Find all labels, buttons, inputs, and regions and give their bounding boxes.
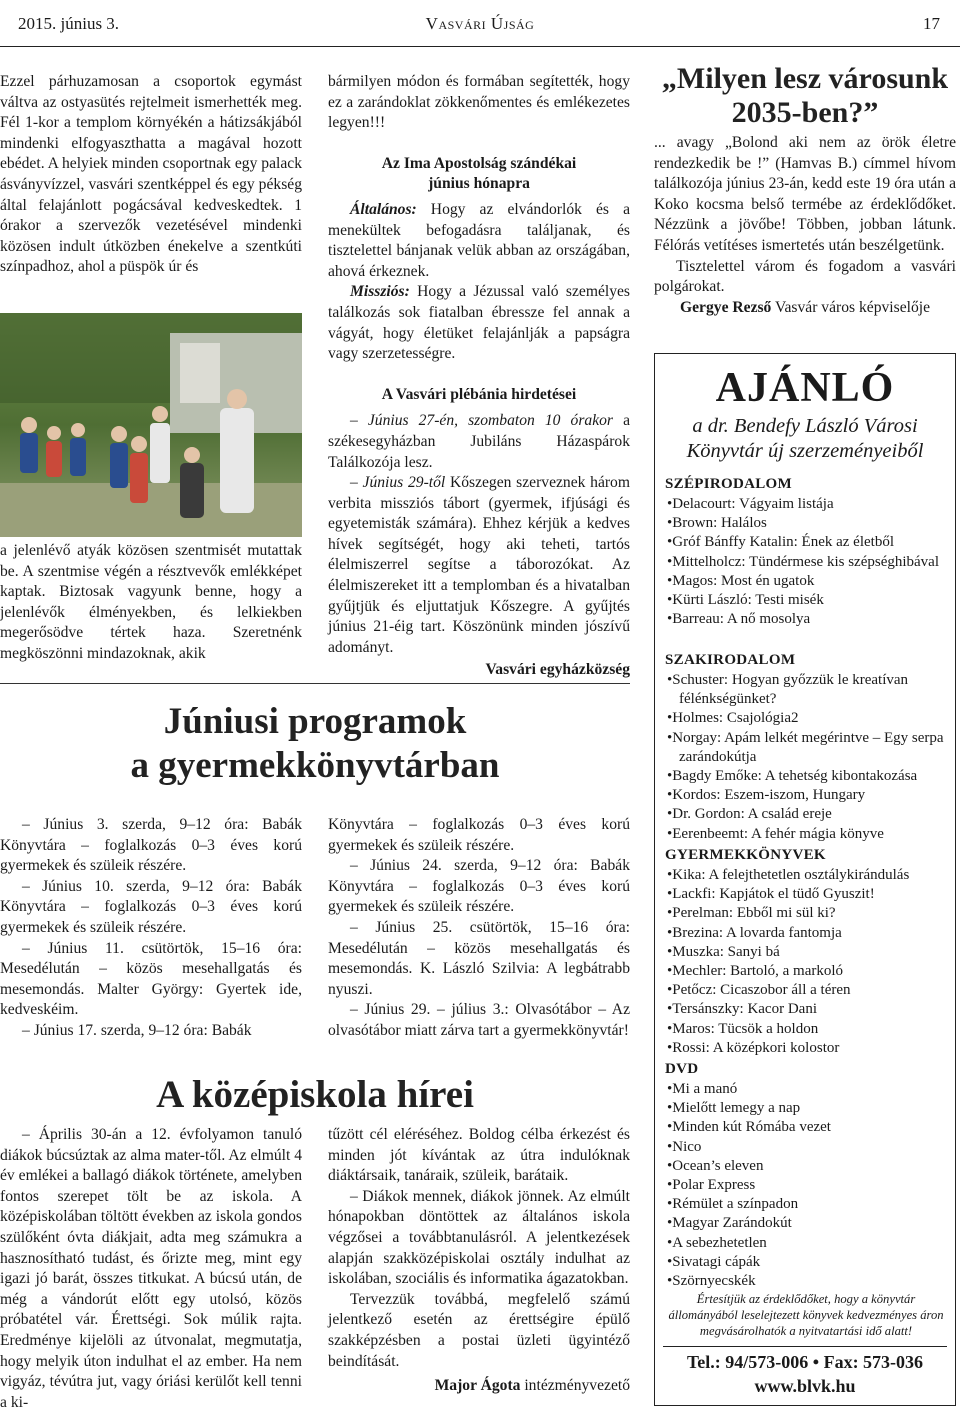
program-item: – Június 17. szerda, 9–12 óra: Babák: [22, 1021, 252, 1039]
ima-title-1: Az Ima Apostolság szándékai: [381, 154, 577, 172]
list-item: • Minden kút Rómába vezet: [667, 1118, 952, 1137]
program-item: – Június 11. csütörtök, 15–16 óra: Mesedélután – közös mesehallgatás és mesemondás. Malter György: Gyertek ide, kedveskéim.: [0, 939, 302, 1019]
library-website: www.blvk.hu: [754, 1376, 856, 1396]
plebania-title: A Vasvári plébánia hirdetései: [381, 385, 577, 403]
list-item: • Schuster: Hogyan győzzük le kreatívan félénkségünket?: [667, 671, 952, 709]
list-item: • Delacourt: Vágyaim listája: [667, 495, 952, 514]
school-article-left: – Április 30-án a 12. évfolyamon tanuló diákok búcsúztak az alma mater-től. Az elmúlt 4 év emlékei a ballagó diákok története, amelyben fontos szerepet tölt be az iskola. A középiskolában töltött években az iskola gondos szülőként óvta diákjait, adta meg számukra a hasznosítható tudást, és őrizte meg, mint egy igazi jó barát, összes titkukat. A búcsú után, de még a vándorút előtt egy utolsó, közös próbatétel vár. Érettségi. Sok múlik rajta. Eredménye kijelöli az útvonalat, megmutatja, hogy melyik úton indulhat el az ember. Ha nem vigyáz, tévútra jut, vagy óriási kerülőt kell tenni a ki-: [0, 1126, 302, 1411]
list-item: • Magyar Zarándokút: [667, 1214, 952, 1233]
newspaper-title: Vasvári Újság: [425, 14, 535, 33]
nonfiction-list: [667, 671, 952, 844]
town-2035-title: „Milyen lesz városunk 2035-ben?”: [661, 62, 949, 129]
section-rule: [0, 683, 630, 684]
list-item: • Perelman: Ebből mi sül ki?: [667, 904, 952, 923]
library-phone: Tel.: 94/573-006 • Fax: 573-036: [686, 1352, 924, 1372]
list-item: • Lackfi: Kapjátok el tüdő Gyuszit!: [667, 885, 952, 904]
library-recommendation-box: [654, 353, 956, 1406]
list-item: • Rémület a színpadon: [667, 1195, 952, 1214]
list-item: • Barreau: A nő mosolya: [667, 610, 952, 629]
program-item: – Június 3. szerda, 9–12 óra: Babák Könyvtára – foglalkozás 0–3 éves korú gyermekek és szüleik részére.: [0, 816, 302, 875]
programs-headline: Júniusi programok a gyermekkönyvtárban: [130, 701, 500, 786]
category-nonfiction: SZAKIRODALOM: [665, 652, 796, 668]
ima-mission: Missziós: Hogy a Jézussal való személyes találkozás sok fiatalban ébressze fel annak a vágyát, hogy életüket felajánlják a papságra vagy szerzetességre.: [328, 283, 630, 363]
category-children: GYERMEKKÖNYVEK: [665, 847, 826, 863]
school-headline: A középiskola hírei: [156, 1073, 474, 1116]
list-item: • Kürti László: Testi misék: [667, 591, 952, 610]
ajanlo-subtitle: a dr. Bendefy László Városi Könyvtár új szerzeményeiből: [686, 415, 924, 462]
program-item: – Június 24. szerda, 9–12 óra: Babák Könyvtára – foglalkozás 0–3 éves korú gyermekek és szüleik részére.: [328, 857, 630, 916]
page-number: 17: [923, 14, 940, 33]
list-item: • Brezina: A lovarda fantomja: [667, 924, 952, 943]
list-item: • Bagdy Emőke: A tehetség kibontakozása: [667, 767, 952, 786]
list-item: • Mittelholcz: Tündérmese kis szépséghibával: [667, 553, 952, 572]
list-item: • Ocean’s eleven: [667, 1157, 952, 1176]
pilgrimage-article-part2: a jelenlévő atyák közösen szentmisét mutattak be. A szentmise végén a résztvevők emlékképet kaptak. Biztosak vagyunk benne, hogy a jelenlévők élményekben, és lelkiekben megerősödve tértek haza. Szeretnénk megköszönni mindazoknak, akik: [0, 542, 302, 662]
list-item: • Polar Express: [667, 1176, 952, 1195]
list-item: • Eerenbeemt: A fehér mágia könyve: [667, 825, 952, 844]
list-item: • Muszka: Sanyi bá: [667, 943, 952, 962]
list-item: • Dr. Gordon: A család ereje: [667, 805, 952, 824]
list-item: • Kika: A felejthetetlen osztálykirándulás: [667, 866, 952, 885]
list-item: • A sebezhetetlen: [667, 1234, 952, 1253]
program-item: – Június 29. – július 3.: Olvasótábor – Az olvasótábor miatt zárva tart a gyermekkönyvtár!: [328, 1001, 630, 1039]
page-header: [0, 0, 960, 50]
program-item: – Június 10. szerda, 9–12 óra: Babák Könyvtára – foglalkozás 0–3 éves korú gyermekek és szüleik részére.: [0, 877, 302, 936]
programs-left: [0, 815, 302, 1042]
pilgrimage-article-part1: Ezzel párhuzamosan a csoportok egymást váltva az ostyasütés rejtelmeit ismerhették meg. Fél 1-kor a templom környékén a hátizsákjából mindenki elfogyaszthatta a magával hozott ebédet. A helyiek minden csoportnak egy palack ásványvízzel, vasvári szentképpel és egy pékség által felajánlott pogácsával kedveskedtek. 1 órakor a szervezők vezetésével mindenki közösen indult útközben énekelve a szentkúti színpadhoz, ahol a püspök úr és: [0, 73, 302, 276]
dvd-list: [667, 1080, 952, 1291]
list-item: • Rossi: A középkori kolostor: [667, 1039, 952, 1058]
list-item: • Gróf Bánffy Katalin: Ének az életből: [667, 533, 952, 552]
pilgrimage-photo: [0, 313, 302, 537]
ima-general: Általános: Hogy az elvándorlók és a menekültek befogadásra találjanak, és tisztelettel bánjanak velük abban az országában, ahová érkeznek.: [328, 200, 630, 280]
list-item: • Mi a manó: [667, 1080, 952, 1099]
list-item: • Holmes: Csajológia2: [667, 709, 952, 728]
programs-right: [328, 815, 630, 1042]
category-dvd: DVD: [665, 1061, 699, 1077]
plebania-notice-1: – Június 27-én, szombaton 10 órakor a székesegyházban Jubiláns Házaspárok Találkozója lesz.: [328, 412, 630, 471]
library-note: Értesítjük az érdeklődőket, hogy a könyvtár állományából leselejtezett könyvek kedvezményes áron megvásárolhatók a nyitvatartási idő alatt!: [668, 1292, 944, 1338]
plebania-signature: Vasvári egyházközség: [485, 661, 630, 679]
program-item: Könyvtára – foglalkozás 0–3 éves korú gyermekek és szüleik részére.: [328, 816, 630, 854]
school-article-right: tűzött cél eléréséhez. Boldog célba érkezést és minden jót kívántak az útra indulóknak diáktársaik, tanáraik, szüleik, barátaik. – Diákok mennek, diákok jönnek. Az elmúlt hónapokban döntöttek az általános iskola végzősei a továbbtanulásról. A jelentkezések alapján szakközépiskolai osztály indulhat az iskolában, szociális és informatika ágazatokban. Tervezzük továbbá, megfelelő számú jelentkező esetén az érettségire épülő szakképzésben a postai üzleti ügyintéző beindítását. Major Ágota intézményvezető: [328, 1125, 630, 1397]
fiction-list: [667, 495, 952, 629]
list-item: • Norgay: Apám lelkét megérintve – Egy serpa zarándokútja: [667, 729, 952, 767]
plebania-notice-2: – Június 29-től Kőszegen szerveznek három verbita missziós tábort (gyermek, ifjúsági és egyetemisták számára). Ehhez kérjük a kedves hívek segítségét, hogy aki teheti, tartós élelmiszerrel segítse a táborozókat. Az élelmiszereket itt a templomban és a hivatalban gyűjtjük és eljuttatjuk Kőszegre. A gyűjtés június 21-éig tart. Köszönünk minden jószívű adományt.: [328, 474, 630, 656]
issue-date: 2015. június 3.: [18, 14, 120, 33]
town-2035-article: ... avagy „Bolond aki nem az örök életre rendezkedik be !” (Hamvas B.) címmel hívom találkozója június 23-án, kedd este 19 óra után a Koko kocsma belső termébe az érdeklődőket. Nézzünk a jövőbe! Többen, jobban látunk. Félórás vetítéses ismertetés után beszélgetünk. Tisztelettel várom és fogadom a vasvári polgárokat. Gergye Rezső Vasvár város képviselője: [654, 133, 956, 318]
ajanlo-title: AJÁNLÓ: [715, 365, 895, 411]
contact-rule: [663, 1346, 947, 1347]
header-rule: [0, 46, 960, 47]
church-column: bármilyen módon és formában segítették, hogy ez a zarándoklat zökkenőmentes és emlékezetes legyen!!! Az Ima Apostolság szándékai június hónapra Általános: Hogy az elvándorlók és a menekültek befogadásra találjanak, és tisztelettel bánjanak velük abban az országában, ahová érkeznek. Missziós: Hogy a Jézussal való személyes találkozás sok fiatalban ébressze fel annak a vágyát, hogy életüket felajánlják a papságra vagy szerzetességre. A Vasvári plébánia hirdetései – Június 27-én, szombaton 10 órakor a székesegyházban Jubiláns Házaspárok Találkozója lesz. – Június 29-től Kőszegen szerveznek három verbita missziós tábort (gyermek, ifjúsági és egyetemisták számára). Ehhez kérjük a kedves hívek segítségét, hogy aki teheti, tartós élelmiszerrel segítse a táborozókat. Az élelmiszereket itt a templomban és a hivatalban gyűjtjük és eljuttatjuk Kőszegre. A gyűjtés június 21-éig tart. Köszönünk minden jószívű adományt. Vasvári egyházközség: [328, 72, 630, 681]
town-2035-signature: Gergye Rezső Vasvár város képviselője: [680, 298, 930, 316]
list-item: • Nico: [667, 1138, 952, 1157]
list-item: • Mechler: Bartoló, a markoló: [667, 962, 952, 981]
list-item: • Brown: Halálos: [667, 514, 952, 533]
list-item: • Mielőtt lemegy a nap: [667, 1099, 952, 1118]
list-item: • Sivatagi cápák: [667, 1253, 952, 1272]
list-item: • Petőcz: Cicaszobor áll a téren: [667, 981, 952, 1000]
school-signature: Major Ágota intézményvezető: [434, 1377, 630, 1395]
children-list: [667, 866, 952, 1058]
list-item: • Maros: Tücsök a holdon: [667, 1020, 952, 1039]
category-fiction: SZÉPIRODALOM: [665, 476, 792, 492]
list-item: • Tersánszky: Kacor Dani: [667, 1000, 952, 1019]
list-item: • Magos: Most én ugatok: [667, 572, 952, 591]
ima-title-2: június hónapra: [428, 175, 530, 193]
list-item: • Szörnyecskék: [667, 1272, 952, 1291]
program-item: – Június 25. csütörtök, 15–16 óra: Mesedélután – közös mesehallgatás és mesemondás. K. László Szilvia: A legbátrabb nyuszi.: [328, 918, 630, 998]
list-item: • Kordos: Eszem-iszom, Hungary: [667, 786, 952, 805]
